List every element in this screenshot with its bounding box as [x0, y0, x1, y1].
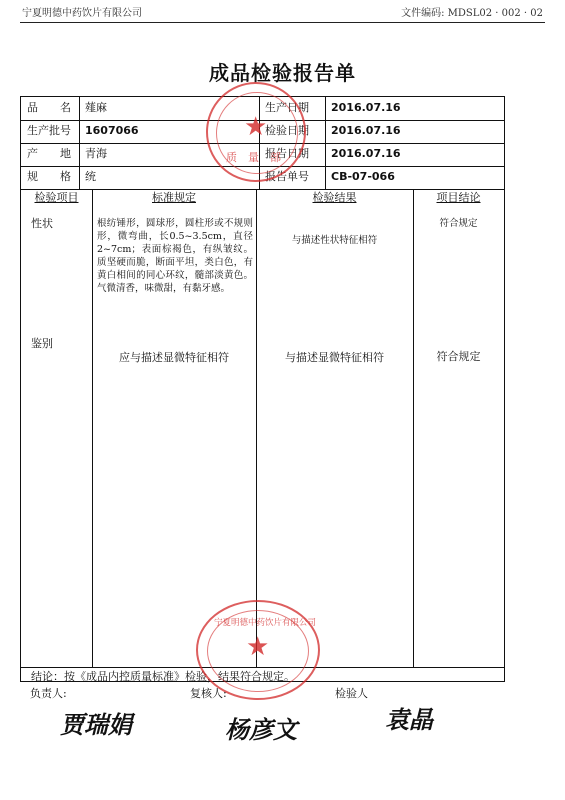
origin-label: 产 地 [27, 147, 71, 160]
origin-value: 青海 [85, 147, 107, 160]
name-value: 薤麻 [85, 101, 107, 114]
row-divider [21, 189, 504, 190]
production-date-value: 2016.07.16 [331, 101, 401, 114]
col-divider [325, 97, 326, 189]
batch-value: 1607066 [85, 124, 139, 137]
item-name: 性状 [31, 217, 53, 230]
conclusion-text: 结论：按《成品内控质量标准》检验，结果符合规定。 [31, 670, 295, 683]
col-header-conclusion: 项目结论 [436, 191, 481, 204]
item-standard: 根纺锤形，圆球形，圆柱形或不规则形，微弯曲，长0.5~3.5cm，直径2~7cm；表面棕褐色，有纵皱纹。质坚硬而脆，断面平坦，类白色，有黄白相间的同心环纹，髓部淡黄色。气微清香，味微甜，有黏牙感。 [97, 218, 253, 294]
inspector-signature: 袁晶 [385, 705, 433, 734]
report-date-value: 2016.07.16 [331, 147, 401, 160]
col-header-item: 检验项目 [34, 191, 79, 204]
page-header [20, 0, 545, 23]
col-divider [79, 97, 80, 189]
col-divider [256, 189, 257, 667]
company-name: 宁夏明德中药饮片有限公司 [22, 8, 142, 19]
item-name: 鉴别 [31, 337, 53, 350]
star-icon: ★ [244, 112, 268, 142]
report-table [20, 96, 505, 682]
spec-value: 统 [85, 170, 96, 183]
responsible-label: 负责人: [30, 687, 67, 700]
col-header-result: 检验结果 [312, 191, 357, 204]
document-number: 文件编码: MDSL02 · 002 · 02 [401, 8, 543, 19]
report-no-value: CB-07-066 [331, 170, 395, 183]
name-label: 品 名 [27, 101, 71, 114]
col-divider [92, 189, 93, 667]
inspection-date-label: 检验日期 [265, 124, 309, 137]
item-result: 与描述性状特征相符 [291, 235, 378, 246]
report-title: 成品检验报告单 [209, 61, 356, 85]
item-standard: 应与描述显微特征相符 [119, 351, 229, 364]
batch-label: 生产批号 [27, 124, 71, 137]
responsible-signature: 贾瑞娟 [60, 710, 132, 739]
item-conclusion: 符合规定 [436, 350, 481, 363]
stamp-text: 质 量 部 [226, 151, 281, 164]
item-conclusion: 符合规定 [439, 218, 478, 229]
quality-dept-stamp [206, 82, 306, 182]
reviewer-label: 复核人: [190, 687, 227, 700]
stamp-text: 宁夏明德中药饮片有限公司 [214, 618, 317, 628]
item-result: 与描述显微特征相符 [285, 351, 384, 364]
production-date-label: 生产日期 [265, 101, 309, 114]
report-date-label: 报告日期 [265, 147, 309, 160]
star-icon: ★ [246, 632, 270, 662]
inspection-date-value: 2016.07.16 [331, 124, 401, 137]
report-no-label: 报告单号 [265, 170, 309, 183]
col-divider [413, 189, 414, 667]
inspector-label: 检验人 [335, 687, 368, 700]
reviewer-signature: 杨彦文 [225, 715, 297, 744]
col-header-standard: 标准规定 [152, 191, 196, 204]
spec-label: 规 格 [27, 170, 71, 183]
